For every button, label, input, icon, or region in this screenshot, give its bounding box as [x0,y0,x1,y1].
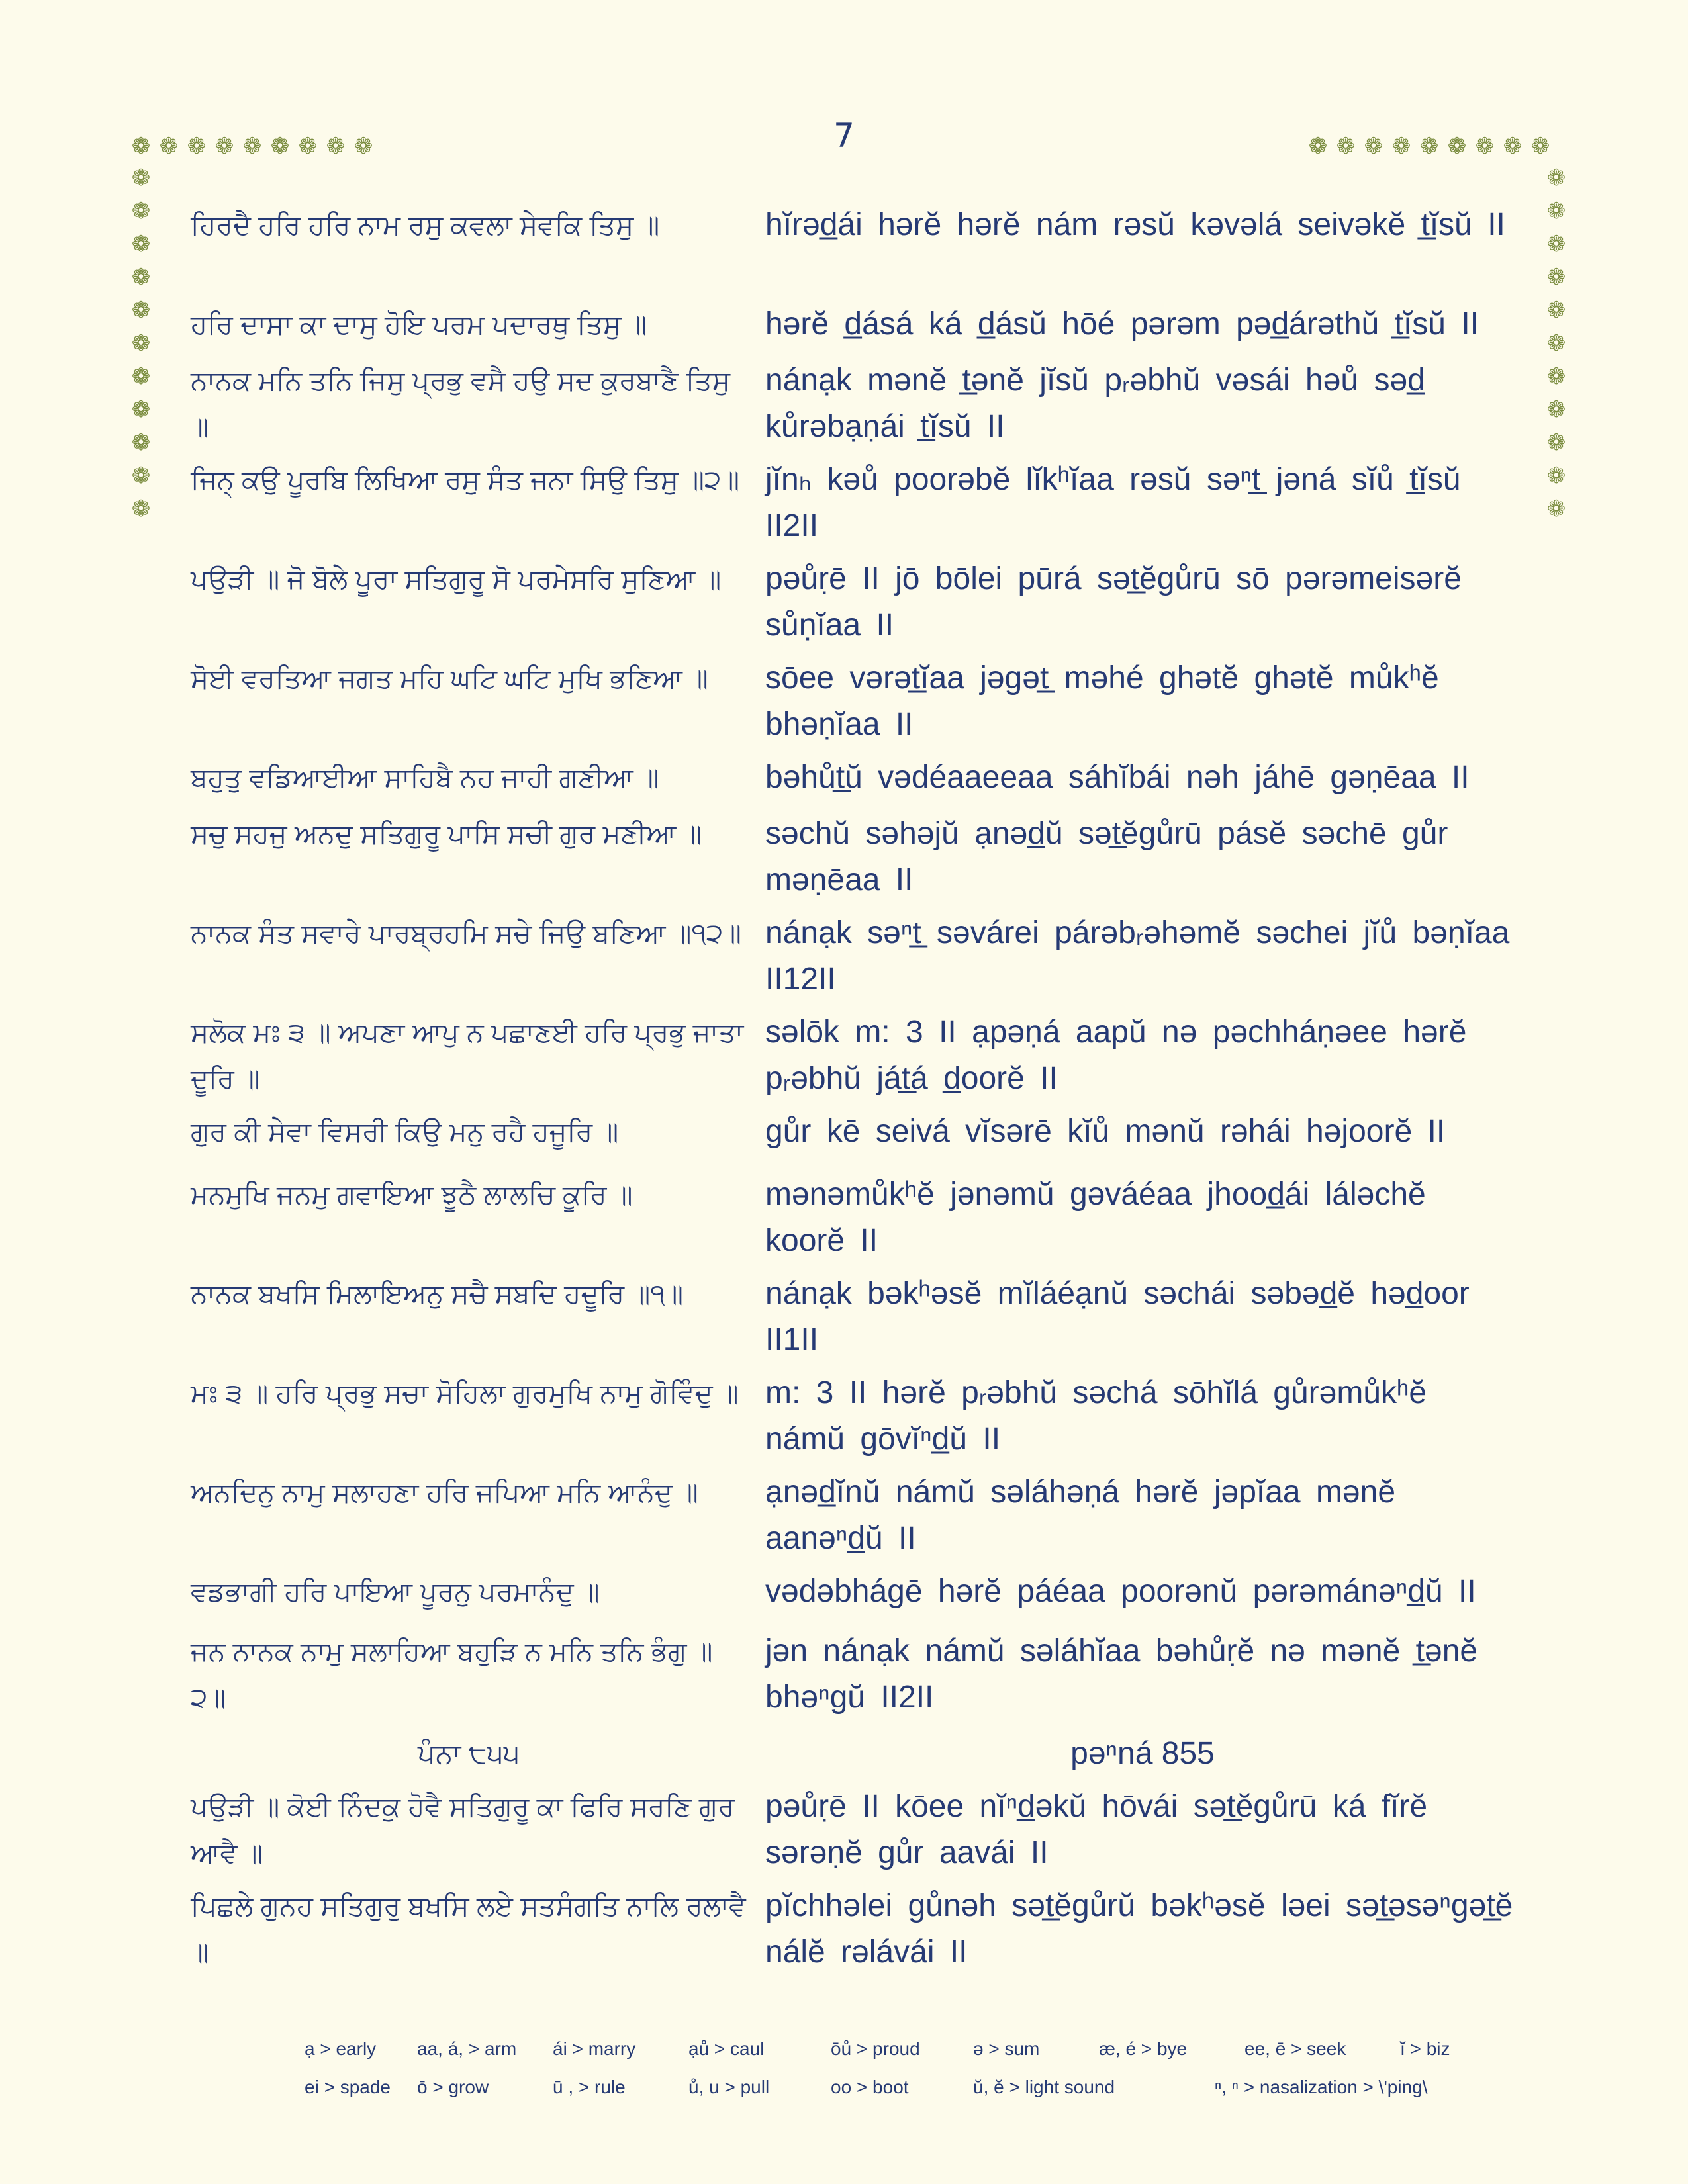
flower-icon: ❁ [1447,133,1467,159]
gurmukhi-text: ਬਹੁਤੁ ਵਡਿਆਈਆ ਸਾਹਿਬੈ ਨਹ ਜਾਹੀ ਗਣੀਆ ॥ [191,762,659,793]
flower-icon: ❁ [1503,133,1523,159]
transliteration-text: sōee vərət̲ĭaa jəgət̲ məhé ghətĕ ghətĕ můkʰĕ bhəṇĭaa II [765,660,1439,742]
flower-icon: ❁ [131,463,151,489]
flower-icon: ❁ [298,133,318,159]
gurmukhi-text: ਸਚੁ ਸਹਜੁ ਅਨਦੁ ਸਤਿਗੁਰੂ ਪਾਸਿ ਸਚੀ ਗੁਰ ਮਣੀਆ ॥ [191,819,702,849]
gurmukhi-text: ਜਿਨ੍ ਕਉ ਪੂਰਬਿ ਲਿਖਿਆ ਰਸੁ ਸੰਤ ਜਨਾ ਸਿਉ ਤਿਸੁ ॥੨॥ [191,465,740,495]
flower-icon: ❁ [187,133,207,159]
flower-icon: ❁ [1364,133,1383,159]
transliteration-text: vədəbhágē hərĕ páéaa poorənŭ pərəmánəⁿd̲ŭ II [765,1574,1476,1609]
flower-icon: ❁ [131,264,151,291]
flower-icon: ❁ [1475,133,1495,159]
gurmukhi-text: ਨਾਨਕ ਬਖਸਿ ਮਿਲਾਇਅਨੁ ਸਚੈ ਸਬਦਿ ਹਦੂਰਿ ॥੧॥ [191,1279,684,1309]
transliteration-text: nánạk səⁿt̲ səvárei párəbᵣəhəmĕ səchei jĭů bəṇĭaa II12II [765,915,1510,997]
legend-item: ei > spade [305,2077,391,2097]
flower-icon: ❁ [1546,330,1566,357]
top-right-border [1307,135,1552,158]
page-number: 7 [833,116,855,155]
legend-item: ō > grow [417,2077,489,2097]
legend-item: ĭ > biz [1400,2038,1450,2059]
legend-item: ŭ, ĕ > light sound [973,2077,1115,2097]
panna-translit: pəⁿná 855 [1070,1736,1215,1771]
flower-icon: ❁ [1546,430,1566,456]
legend-item: ạ > early [305,2038,377,2059]
gurmukhi-text: ਗੁਰ ਕੀ ਸੇਵਾ ਵਿਸਰੀ ਕਿਉ ਮਨੁ ਰਹੈ ਹਜੂਰਿ ॥ [191,1116,619,1147]
top-left-border [130,135,375,158]
gurmukhi-text: ਅਨਦਿਨੁ ਨਾਮੁ ਸਲਾਹਣਾ ਹਰਿ ਜਪਿਆ ਮਨਿ ਆਨੰਦੁ ॥ [191,1477,698,1508]
transliteration-text: m: 3 II hərĕ pᵣəbhŭ səchá sōhĭlá gůrəmůkʰĕ námŭ gōvĭⁿd̲ŭ II [765,1375,1427,1457]
flower-icon: ❁ [1336,133,1356,159]
flower-icon: ❁ [131,297,151,324]
flower-icon: ❁ [214,133,234,159]
transliteration-text: gůr kē seivá vĭsərē kĭů mənŭ rəhái həjoorĕ II [765,1114,1446,1149]
flower-icon: ❁ [242,133,262,159]
gurmukhi-text: ਜਨ ਨਾਨਕ ਨਾਮੁ ਸਲਾਹਿਆ ਬਹੁੜਿ ਨ ਮਨਿ ਤਨਿ ਭੰਗੁ ॥੨॥ [191,1636,713,1713]
flower-icon: ❁ [131,198,151,224]
legend-item: ạů > caul [688,2038,765,2059]
legend-item: æ, é > bye [1099,2038,1188,2059]
gurmukhi-text: ਸੋਈ ਵਰਤਿਆ ਜਗਤ ਮਹਿ ਘਟਿ ਘਟਿ ਮੁਖਿ ਭਣਿਆ ॥ [191,663,708,694]
transliteration-text: jĭnₕ kəů poorəbĕ lĭkʰĭaa rəsŭ səⁿt̲ jəná sĭů t̲ĭsŭ II2II [765,462,1461,543]
transliteration-text: pəůṛē II kōee nĭⁿd̲əkŭ hōvái sət̲ĕgůrū ká fĭrĕ sərəṇĕ gůr aavái II [765,1789,1428,1870]
gurmukhi-text: ਨਾਨਕ ਸੰਤ ਸਵਾਰੇ ਪਾਰਬ੍ਰਹਮਿ ਸਚੇ ਜਿਉ ਬਣਿਆ ॥੧੨॥ [191,918,741,948]
legend-row [305,2038,1496,2065]
flower-icon: ❁ [1546,165,1566,191]
transliteration-text: pĭchhəlei gůnəh sət̲ĕgůrŭ bəkʰəsĕ ləei sət̲əsəⁿgət̲ĕ nálĕ rəlávái II [765,1888,1513,1970]
transliteration-text: jən nánạk námŭ səláhĭaa bəhůṛĕ nə mənĕ t̲ənĕ bhəⁿgŭ II2II [765,1633,1478,1715]
gurmukhi-text: ਮਃ ੩ ॥ ਹਰਿ ਪ੍ਰਭੁ ਸਚਾ ਸੋਹਿਲਾ ਗੁਰਮੁਖਿ ਨਾਮੁ ਗੋਵਿੰਦੁ ॥ [191,1378,739,1408]
transliteration-text: səlōk m: 3 II ạpəṇá aapŭ nə pəchháṇəee hərĕ pᵣəbhŭ ját̲á d̲oorĕ II [765,1015,1467,1096]
flower-icon: ❁ [1546,231,1566,257]
transliteration-text: hərĕ d̲ásá ká d̲ásŭ hōé pərəm pəd̲árəthŭ t̲ĭsŭ II [765,306,1479,341]
left-border [130,167,152,520]
transliteration-text: bəhůt̲ŭ vədéaaeeaa sáhĭbái nəh jáhē gəṇēaa II [765,760,1470,795]
right-border [1545,167,1568,520]
legend-item: ə > sum [973,2038,1040,2059]
flower-icon: ❁ [353,133,373,159]
flower-icon: ❁ [131,165,151,191]
gurmukhi-text: ਪਉੜੀ ॥ ਕੋਈ ਨਿੰਦਕੁ ਹੋਵੈ ਸਤਿਗੁਰੂ ਕਾ ਫਿਰਿ ਸਰਣਿ ਗੁਰ ਆਵੈ ॥ [191,1792,735,1868]
transliteration-text: mənəmůkʰĕ jənəmŭ gəváéaa jhood̲ái láləchĕ koorĕ II [765,1177,1426,1258]
flower-icon: ❁ [1546,198,1566,224]
legend-item: ee, ē > seek [1244,2038,1346,2059]
legend-item: ōů > proud [831,2038,920,2059]
transliteration-text: pəůṛē II jō bōlei pūrá sət̲ĕgůrū sō pərəmeisərĕ sůṇĭaa II [765,561,1462,643]
flower-icon: ❁ [1546,363,1566,390]
legend-row [305,2077,1496,2103]
flower-icon: ❁ [131,396,151,423]
flower-icon: ❁ [1546,264,1566,291]
legend-item: ů, u > pull [688,2077,770,2097]
flower-icon: ❁ [1546,463,1566,489]
legend-item: oo > boot [831,2077,909,2097]
transliteration-text: nánạk bəkʰəsĕ mĭláéạnŭ səchái səbəd̲ĕ həd̲oor II1II [765,1276,1470,1357]
flower-icon: ❁ [131,231,151,257]
gurmukhi-text: ਹਰਿ ਦਾਸਾ ਕਾ ਦਾਸੁ ਹੋਇ ਪਰਮ ਪਦਾਰਥੁ ਤਿਸੁ ॥ [191,309,647,340]
gurmukhi-text: ਸਲੋਕ ਮਃ ੩ ॥ ਅਪਣਾ ਆਪੁ ਨ ਪਛਾਣਈ ਹਰਿ ਪ੍ਰਭੁ ਜਾਤਾ ਦੂਰਿ ॥ [191,1017,744,1094]
gurmukhi-text: ਪਉੜੀ ॥ ਜੋ ਬੋਲੇ ਪੂਰਾ ਸਤਿਗੁਰੂ ਸੋ ਪਰਮੇਸਰਿ ਸੁਣਿਆ ॥ [191,564,722,594]
legend-item: aa, á, > arm [417,2038,517,2059]
transliteration-text: ạnəd̲ĭnŭ námŭ səláhəṇá hərĕ jəpĭaa mənĕ aanəⁿd̲ŭ II [765,1475,1396,1556]
flower-icon: ❁ [270,133,290,159]
flower-icon: ❁ [131,496,151,522]
flower-icon: ❁ [1308,133,1328,159]
panna-gurmukhi: ਪੰਨਾ ੮੫੫ [417,1738,520,1769]
gurmukhi-text: ਪਿਛਲੇ ਗੁਨਹ ਸਤਿਗੁਰੁ ਬਖਸਿ ਲਏ ਸਤਸੰਗਤਿ ਨਾਲਿ ਰਲਾਵੈ ॥ [191,1891,746,1968]
flower-icon: ❁ [131,363,151,390]
flower-icon: ❁ [1419,133,1439,159]
flower-icon: ❁ [1546,297,1566,324]
legend-item: ū , > rule [553,2077,626,2097]
legend-item: ái > marry [553,2038,636,2059]
flower-icon: ❁ [1391,133,1411,159]
flower-icon: ❁ [131,133,151,159]
flower-icon: ❁ [1530,133,1550,159]
flower-icon: ❁ [326,133,346,159]
gurmukhi-text: ਵਡਭਾਗੀ ਹਰਿ ਪਾਇਆ ਪੂਰਨੁ ਪਰਮਾਨੰਦੁ ॥ [191,1576,600,1607]
transliteration-text: hĭrəd̲ái hərĕ hərĕ nám rəsŭ kəvəlá seivəkĕ t̲ĭsŭ II [765,207,1505,242]
gurmukhi-text: ਮਨਮੁਖਿ ਜਨਮੁ ਗਵਾਇਆ ਝੂਠੈ ਲਾਲਚਿ ਕੂਰਿ ॥ [191,1179,633,1210]
gurmukhi-text: ਹਿਰਦੈ ਹਰਿ ਹਰਿ ਨਾਮ ਰਸੁ ਕਵਲਾ ਸੇਵਕਿ ਤਿਸੁ ॥ [191,210,660,240]
transliteration-text: nánạk mənĕ t̲ənĕ jĭsŭ pᵣəbhŭ vəsái həů səd̲ kůrəbạṇái t̲ĭsŭ II [765,363,1425,444]
legend-item: ⁿ, ⁿ > nasalization > \'ping\ [1215,2077,1428,2097]
gurmukhi-text: ਨਾਨਕ ਮਨਿ ਤਨਿ ਜਿਸੁ ਪ੍ਰਭੁ ਵਸੈ ਹਉ ਸਦ ਕੁਰਬਾਣੈ ਤਿਸੁ ॥ [191,365,730,442]
flower-icon: ❁ [131,430,151,456]
flower-icon: ❁ [159,133,179,159]
flower-icon: ❁ [1546,496,1566,522]
flower-icon: ❁ [131,330,151,357]
flower-icon: ❁ [1546,396,1566,423]
transliteration-text: səchŭ səhəjŭ ạnəd̲ŭ sət̲ĕgůrū pásĕ səchē gůr məṇēaa II [765,816,1448,897]
